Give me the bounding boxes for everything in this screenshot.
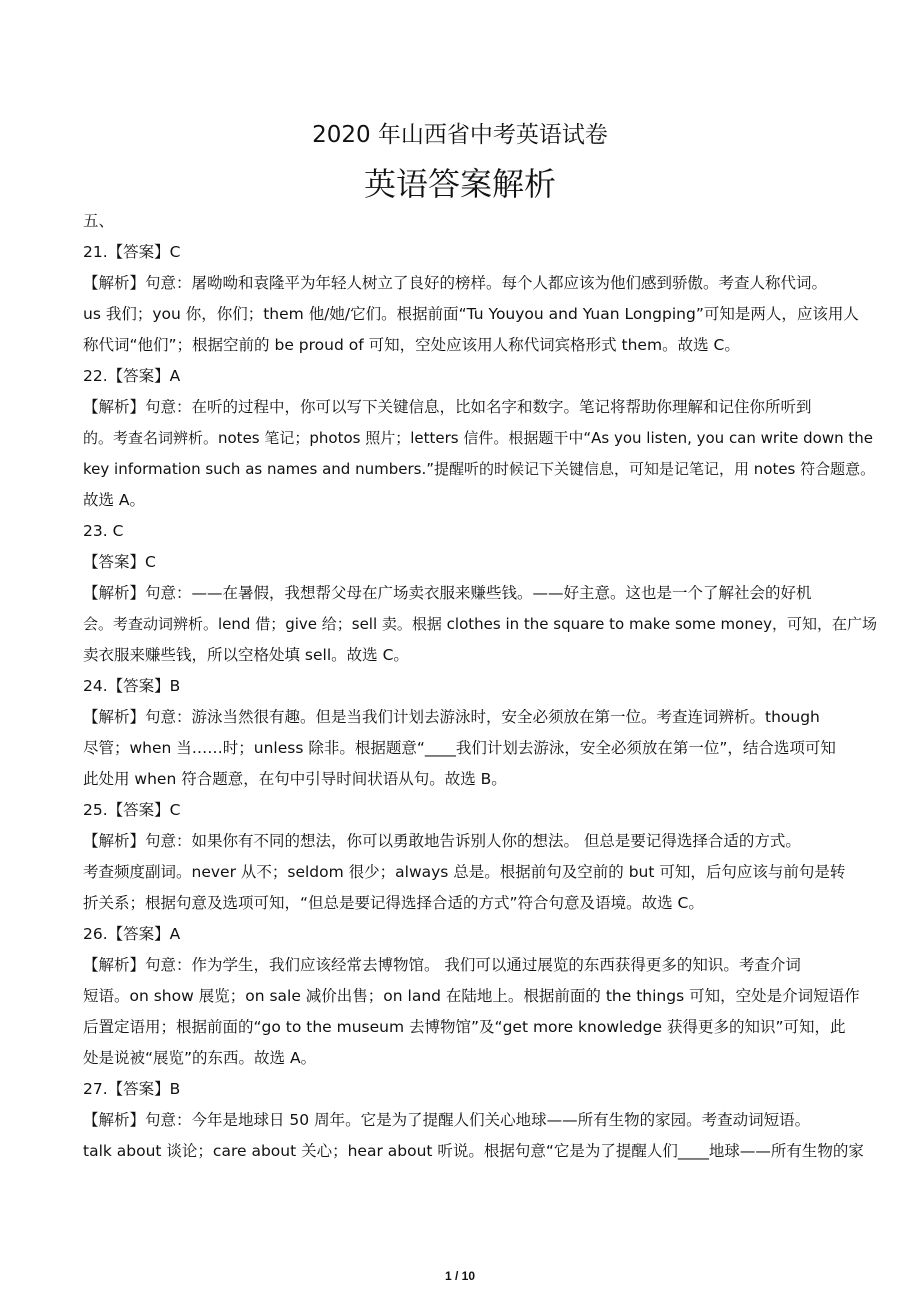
text-line: 【解析】句意：今年是地球日 50 周年。它是为了提醒人们关心地球——所有生物的家园。考查动词短语。 bbox=[83, 1111, 811, 1129]
text-line: 【解析】句意：屠呦呦和袁隆平为年轻人树立了良好的榜样。每个人都应该为他们感到骄傲。考查人称代词。 bbox=[83, 274, 828, 292]
text-line: 22.【答案】A bbox=[83, 367, 181, 385]
text-line: 故选 A。 bbox=[83, 491, 146, 509]
text-line: 称代词“他们”；根据空前的 be proud of 可知，空处应该用人称代词宾格形式 them。故选 C。 bbox=[83, 336, 740, 354]
text-line: 此处用 when 符合题意，在句中引导时间状语从句。故选 B。 bbox=[83, 770, 507, 788]
text-line: us 我们；you 你，你们；them 他/她/它们。根据前面“Tu Youyou and Yuan Longping”可知是两人，应该用人 bbox=[83, 305, 859, 323]
text-line: 会。考查动词辨析。lend 借；give 给；sell 卖。根据 clothes in the square to make some money，可知，在广场 bbox=[83, 615, 877, 633]
text-line: 短语。on show 展览；on sale 减价出售；on land 在陆地上。根据前面的 the things 可知，空处是介词短语作 bbox=[83, 987, 860, 1005]
text-line: 24.【答案】B bbox=[83, 677, 181, 695]
text-line: 【解析】句意：——在暑假，我想帮父母在广场卖衣服来赚些钱。——好主意。这也是一个了解社会的好机 bbox=[83, 584, 812, 602]
text-line: 23. C bbox=[83, 522, 124, 540]
text-line: 27.【答案】B bbox=[83, 1080, 181, 1098]
text-line: 21.【答案】C bbox=[83, 243, 181, 261]
document-subtitle: 英语答案解析 bbox=[363, 165, 556, 203]
page-number: 1 / 10 bbox=[444, 1269, 476, 1283]
text-line: 【解析】句意：作为学生，我们应该经常去博物馆。 我们可以通过展览的东西获得更多的知识。考查介词 bbox=[83, 956, 801, 974]
text-line: 【解析】句意：如果你有不同的想法，你可以勇敢地告诉别人你的想法。 但总是要记得选择合适的方式。 bbox=[83, 832, 801, 850]
text-line: 考查频度副词。never 从不；seldom 很少；always 总是。根据前句及空前的 but 可知，后句应该与前句是转 bbox=[83, 863, 846, 881]
text-line: 【解析】句意：在听的过程中，你可以写下关键信息，比如名字和数字。笔记将帮助你理解和记住你所听到 bbox=[83, 398, 812, 416]
text-line: 卖衣服来赚些钱，所以空格处填 sell。故选 C。 bbox=[83, 646, 409, 664]
text-line: talk about 谈论；care about 关心；hear about 听说。根据句意“它是为了提醒人们____地球——所有生物的家 bbox=[83, 1142, 864, 1160]
text-line: 【解析】句意：游泳当然很有趣。但是当我们计划去游泳时，安全必须放在第一位。考查连词辨析。though bbox=[83, 708, 820, 726]
text-line: 折关系；根据句意及选项可知，“但总是要记得选择合适的方式”符合句意及语境。故选 C。 bbox=[83, 894, 704, 912]
text-line: 处是说被“展览”的东西。故选 A。 bbox=[83, 1049, 317, 1067]
text-line: 【答案】C bbox=[83, 553, 156, 571]
section-heading: 五、 bbox=[83, 212, 115, 230]
text-line: 的。考查名词辨析。notes 笔记；photos 照片；letters 信件。根据题干中“As you listen, you can write down the bbox=[83, 429, 873, 447]
text-line: 后置定语用；根据前面的“go to the museum 去博物馆”及“get more knowledge 获得更多的知识”可知，此 bbox=[83, 1018, 846, 1036]
text-line: 25.【答案】C bbox=[83, 801, 181, 819]
text-line: 尽管；when 当……时；unless 除非。根据题意“____我们计划去游泳，安全必须放在第一位”，结合选项可知 bbox=[83, 739, 836, 757]
text-line: 26.【答案】A bbox=[83, 925, 181, 943]
text-line: key information such as names and numbers.”提醒听的时候记下关键信息，可知是记笔记，用 notes 符合题意。 bbox=[83, 460, 876, 478]
document-title: 2020 年山西省中考英语试卷 bbox=[312, 122, 608, 148]
